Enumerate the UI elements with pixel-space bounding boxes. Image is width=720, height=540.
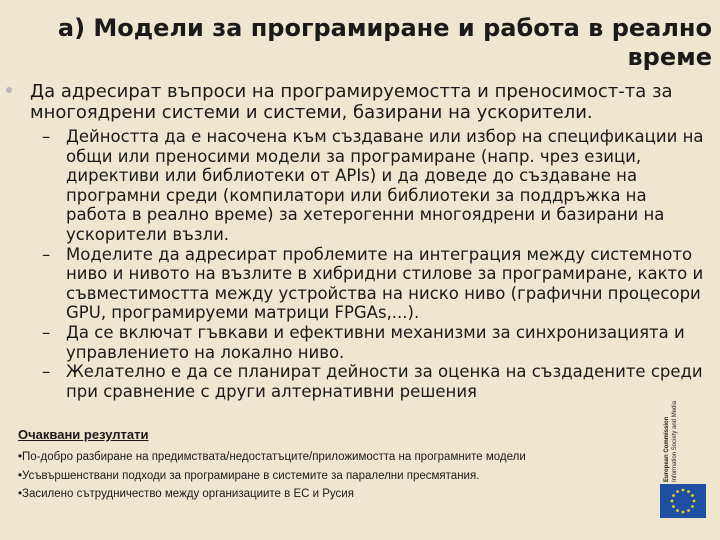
flag-star	[672, 505, 675, 508]
slide-title: а) Модели за програмиране и работа в реално време	[57, 14, 712, 71]
flag-star	[691, 494, 694, 497]
dash-marker: –	[42, 127, 51, 146]
dash-marker: –	[42, 322, 51, 342]
european-commission-logo	[650, 358, 708, 518]
logo-text	[650, 358, 692, 484]
results-item: • Засилено сътрудничество между организациите в ЕС и Русия	[18, 485, 658, 504]
flag-star	[672, 494, 675, 497]
bullet-dot	[6, 87, 12, 93]
sub-bullet-item	[36, 245, 704, 323]
logo-dg-text: Information Society and Media	[672, 400, 678, 482]
sub-bullet-item	[36, 362, 704, 401]
flag-star	[691, 505, 694, 508]
flag-star	[671, 500, 674, 503]
flag-star	[676, 490, 679, 493]
dash-marker: –	[42, 362, 51, 382]
sub-bullet-text: Моделите да адресират проблемите на интеграция между системното ниво и нивото на възлите в хибридни стилове за програмиране, както и съвместимостта между устройства на ниско ниво (графични процесори GPU, програмируеми матрици FPGAs,...).	[66, 244, 704, 323]
logo-org-text: European Commission	[664, 416, 670, 482]
results-list	[18, 448, 658, 504]
flag-star	[676, 509, 679, 512]
sub-bullet-item	[36, 127, 704, 245]
sub-bullet-text: Да се включат гъвкави и ефективни механизми за синхронизацията и управлението на локално ниво.	[66, 322, 685, 362]
flag-star	[682, 511, 685, 514]
sub-bullet-text: Дейността да е насочена към създаване или избор на спецификации на общи или преносими модели за програмиране (напр. чрез езици, директиви или библиотеки от APIs) и да доведе до създаване на програмни среди (компилатори или библиотеки за поддръжка на работа в реално време) за хетерогенни многоядрени и базирани на ускорители възли.	[66, 127, 704, 244]
flag-star	[687, 490, 690, 493]
flag-star	[693, 500, 696, 503]
results-item: • По-добро разбиране на предимствата/недостатъците/приложимостта на програмните модели	[18, 448, 658, 467]
eu-flag-icon	[660, 484, 706, 518]
results-item: • Усъвършенствани подходи за програмиране в системите за паралелни пресмятания.	[18, 467, 658, 486]
flag-star	[687, 509, 690, 512]
main-bullet: Да адресират въпроси на програмируемостта и преносимост-та за многоядрени системи и системи, базирани на ускорители.	[30, 81, 673, 123]
results-heading: Очаквани резултати	[18, 427, 149, 442]
flag-star	[682, 489, 685, 492]
sub-bullet-list	[36, 127, 704, 401]
sub-bullet-text: Желателно е да се планират дейности за оценка на създадените среди при сравнение с други алтернативни решения	[66, 362, 703, 401]
sub-bullet-item	[36, 323, 704, 362]
dash-marker: –	[42, 244, 51, 264]
